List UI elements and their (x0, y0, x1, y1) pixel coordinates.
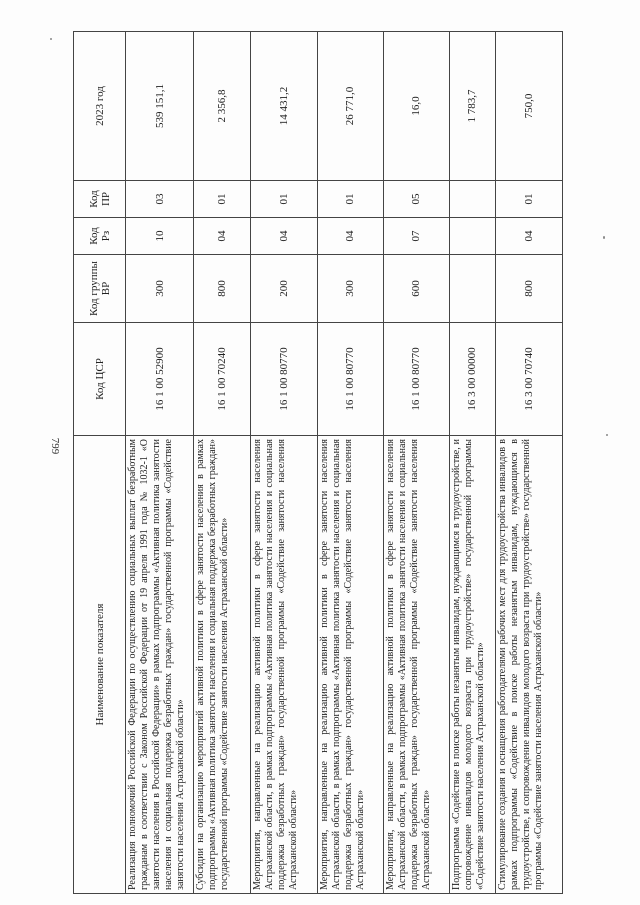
row-value: 26 771,0 (317, 32, 383, 181)
header-name: Наименование показателя (74, 436, 126, 894)
row-vr: 300 (317, 255, 383, 323)
table-row (126, 32, 194, 894)
table-row (251, 32, 317, 894)
row-pr: 03 (126, 181, 194, 218)
row-vr: 600 (383, 255, 449, 323)
row-value: 16,0 (383, 32, 449, 181)
row-csr: 16 1 00 52900 (126, 323, 194, 436)
row-rz: 07 (383, 218, 449, 255)
row-pr: 05 (383, 181, 449, 218)
row-csr: 16 3 00 70740 (495, 323, 562, 436)
row-value: 2 356,8 (194, 32, 251, 181)
row-pr: 01 (194, 181, 251, 218)
row-value: 539 151,1 (126, 32, 194, 181)
row-rz: 04 (495, 218, 562, 255)
row-name: Мероприятия, направленные на реализацию активной политики в сфере занятости населения Астраханской области, в рамках подпрограммы «Активная политика занятости населения и социальная поддержка безработных граждан» государственной программы «Содействие занятости населения Астраханской области» (383, 436, 449, 894)
row-name: Стимулирование создания и оснащения работодателями рабочих мест для трудоустройства инвалидов в рамках подпрограммы «Содействие в поиске работы незанятым инвалидам, нуждающимся в трудоустройстве, и сопровождение инвалидов молодого возраста при трудоустройстве» государственной программы «Содействие занятости населения Астраханской области» (495, 436, 562, 894)
header-vr: Код группы ВР (74, 255, 126, 323)
row-csr: 16 1 00 70240 (194, 323, 251, 436)
header-year: 2023 год (74, 32, 126, 181)
budget-table (73, 31, 563, 894)
table-row (194, 32, 251, 894)
row-name: Реализация полномочий Российской Федерации по осуществлению социальных выплат безработным гражданам в соответствии с Законом Российской Федерации от 19 апреля 1991 года № 1032-1 «О занятости населения в Российской Федерации» в рамках подпрограммы «Активная политика занятости населения и социальная поддержка безработных граждан» государственной программы «Содействие занятости населения Астраханской области» (126, 436, 194, 894)
scan-speck (606, 434, 608, 436)
row-vr: 800 (495, 255, 562, 323)
header-csr: Код ЦСР (74, 323, 126, 436)
table-row (495, 32, 562, 894)
row-rz: 04 (317, 218, 383, 255)
header-rz: Код Рз (74, 218, 126, 255)
scan-speck (50, 38, 52, 40)
row-csr: 16 1 00 80770 (317, 323, 383, 436)
row-vr: 200 (251, 255, 317, 323)
table-row (317, 32, 383, 894)
row-pr (450, 181, 496, 218)
row-csr: 16 1 00 80770 (383, 323, 449, 436)
row-name: Мероприятия, направленные на реализацию активной политики в сфере занятости населения Астраханской области, в рамках подпрограммы «Активная политика занятости населения и социальная поддержка безработных граждан» государственной программы «Содействие занятости населения Астраханской области» (251, 436, 317, 894)
table-row (450, 32, 496, 894)
rotated-table-wrapper (73, 32, 563, 894)
row-value: 750,0 (495, 32, 562, 181)
row-vr: 800 (194, 255, 251, 323)
row-vr (450, 255, 496, 323)
row-rz: 10 (126, 218, 194, 255)
row-vr: 300 (126, 255, 194, 323)
row-rz: 04 (194, 218, 251, 255)
page-number: 799 (49, 437, 61, 455)
row-rz: 04 (251, 218, 317, 255)
row-pr: 01 (495, 181, 562, 218)
row-value: 1 783,7 (450, 32, 496, 181)
row-csr: 16 3 00 00000 (450, 323, 496, 436)
scan-speck (603, 236, 605, 239)
row-name: Подпрограмма «Содействие в поиске работы незанятым инвалидам, нуждающимся в трудоустройстве, и сопровождение инвалидов молодого возраста при трудоустройстве» государственной программы «Содействие занятости населения Астраханской области» (450, 436, 496, 894)
row-rz (450, 218, 496, 255)
table-row (383, 32, 449, 894)
row-name: Субсидии на организацию мероприятий активной политики в сфере занятости населения в рамках подпрограммы «Активная политика занятости населения и социальная поддержка безработных граждан» государственной программы «Содействие занятости населения Астраханской области» (194, 436, 251, 894)
header-pr: Код ПР (74, 181, 126, 218)
table-header-row (74, 32, 126, 894)
row-name: Мероприятия, направленные на реализацию активной политики в сфере занятости населения Астраханской области, в рамках подпрограммы «Активная политика занятости населения и социальная поддержка безработных граждан» государственной программы «Содействие занятости населения Астраханской области» (317, 436, 383, 894)
row-pr: 01 (317, 181, 383, 218)
row-csr: 16 1 00 80770 (251, 323, 317, 436)
row-value: 14 431,2 (251, 32, 317, 181)
row-pr: 01 (251, 181, 317, 218)
